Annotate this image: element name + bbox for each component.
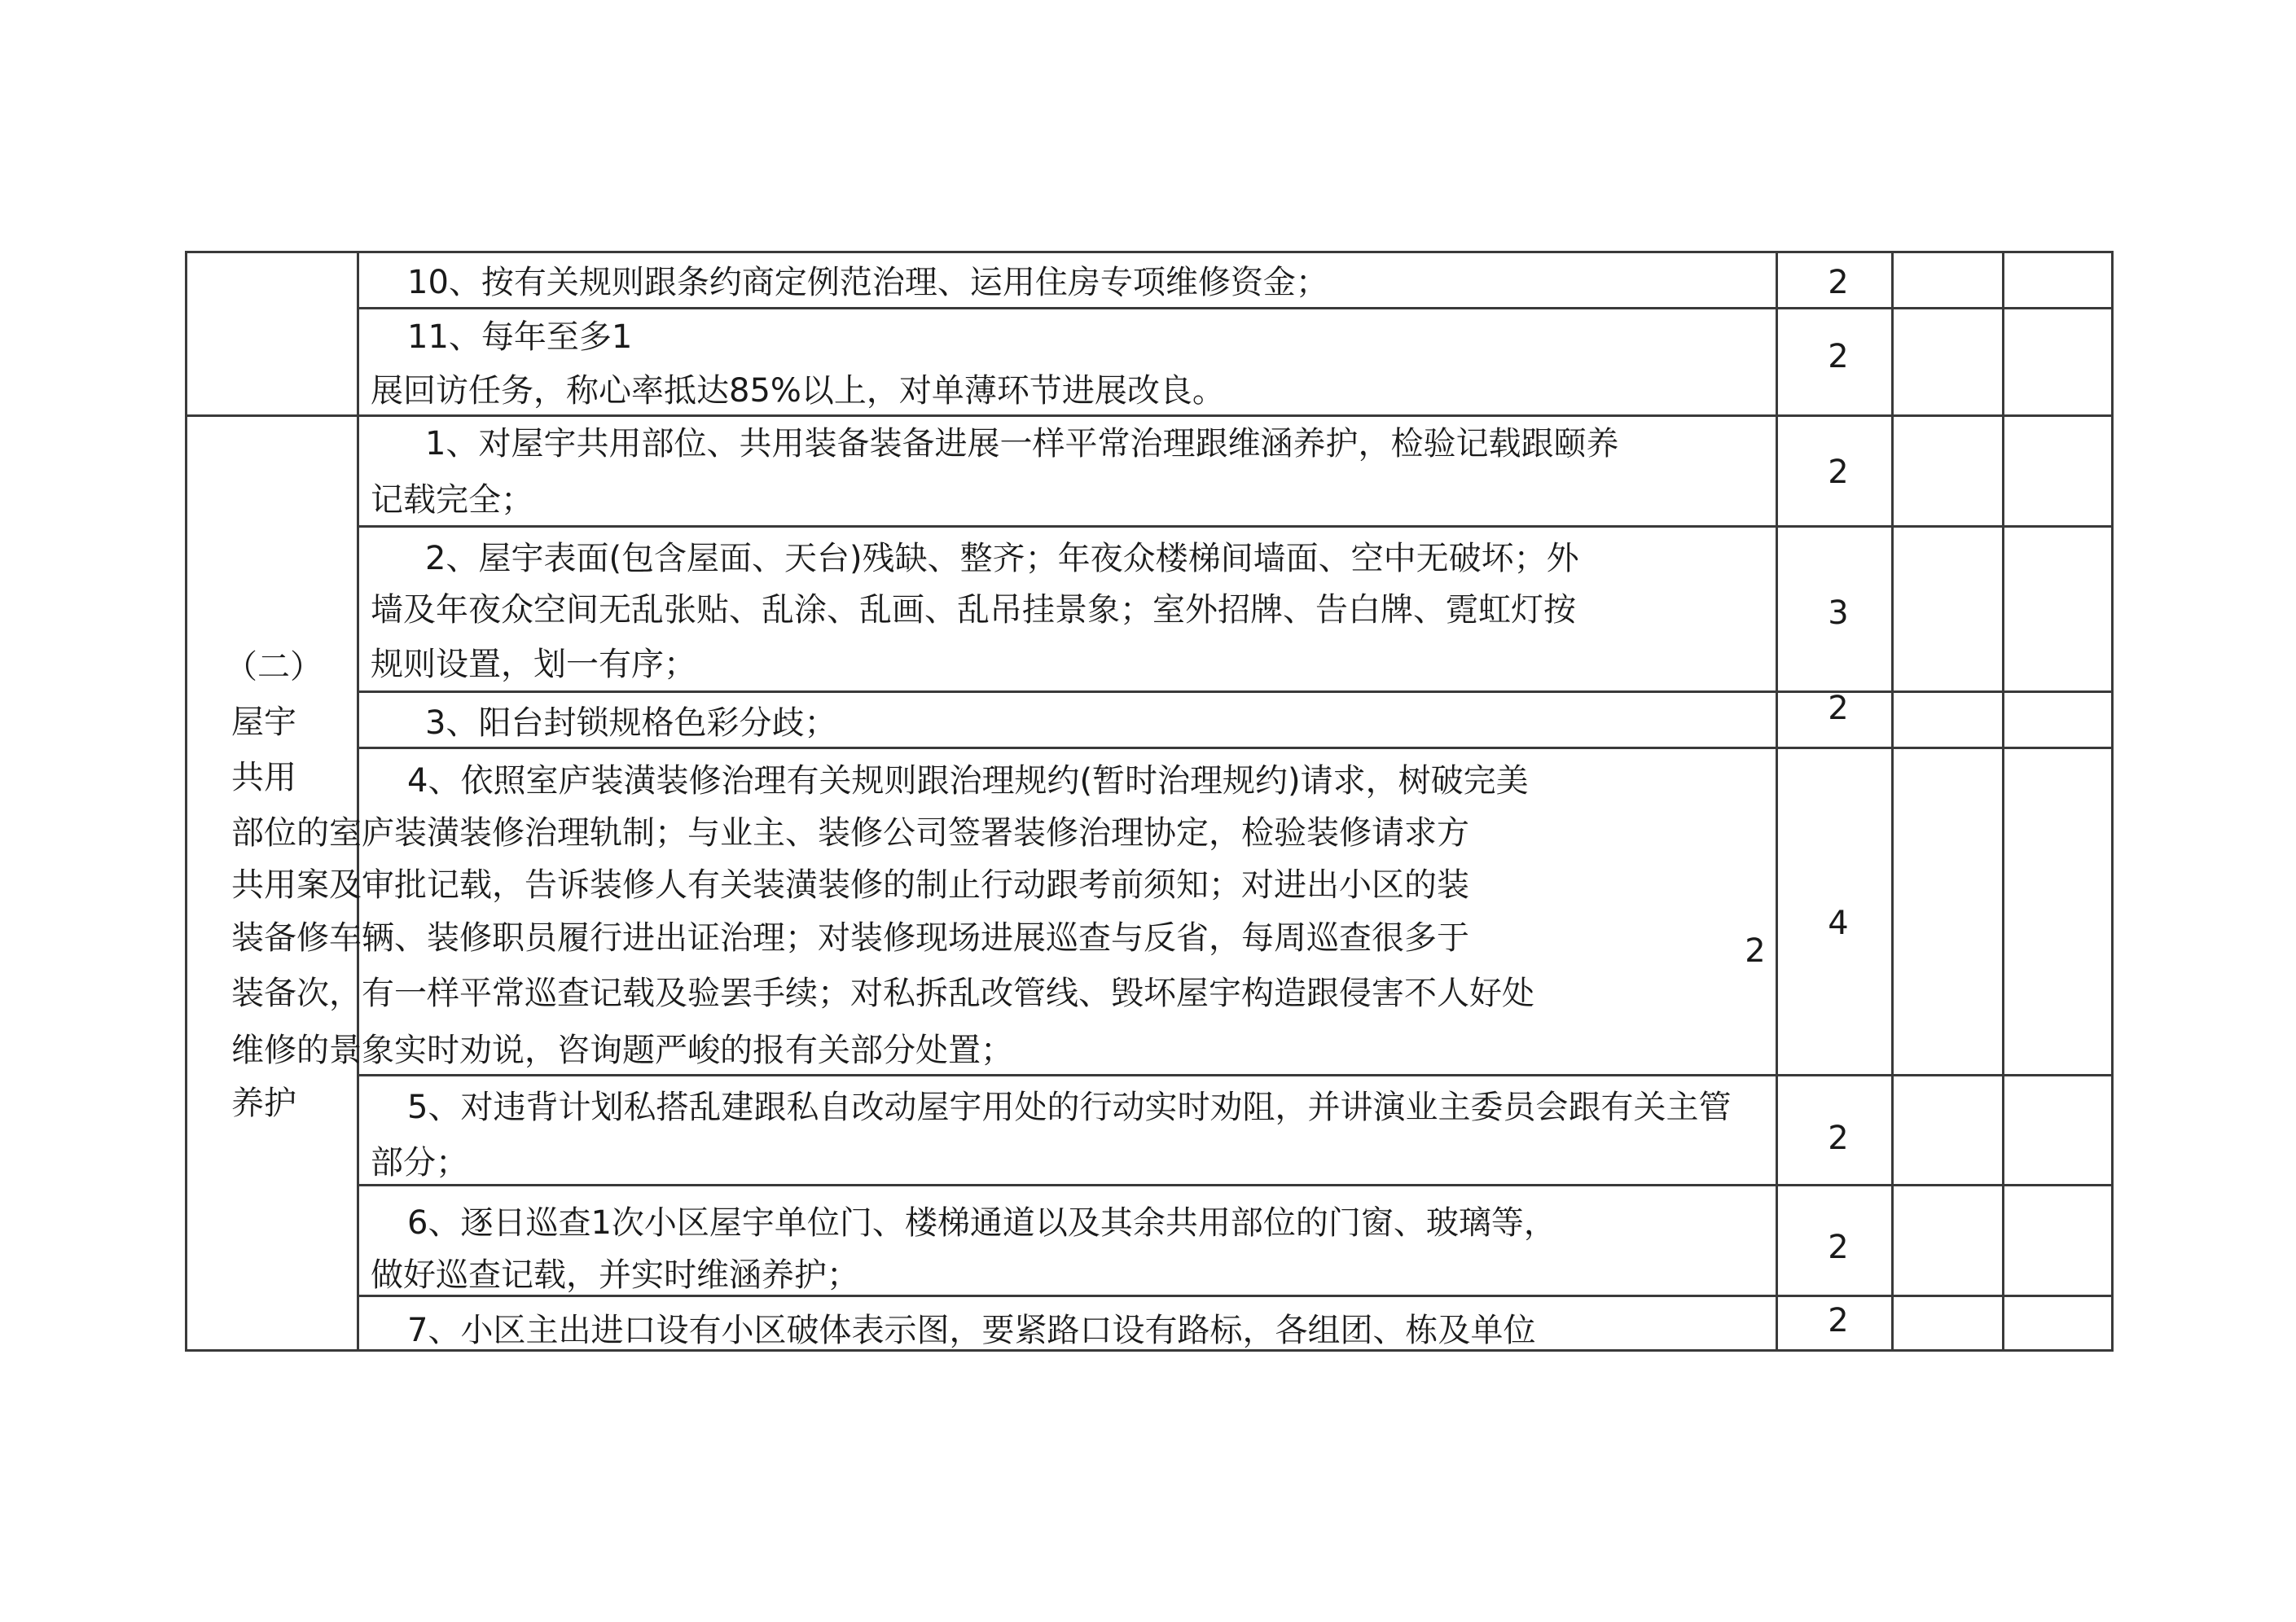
row-text-line: 墙及年夜众空间无乱张贴、乱涂、乱画、乱吊挂景象；室外招牌、告白牌、霓虹灯按 bbox=[371, 591, 1576, 629]
grid-line bbox=[2111, 251, 2114, 1352]
grid-line bbox=[357, 251, 359, 1352]
row-text-line: 装备修车辆、装修职员履行进出证治理；对装修现场进展巡查与反省，每周巡查很多于 bbox=[231, 919, 1469, 957]
row-score: 2 bbox=[1828, 264, 1849, 301]
row-text-line: 1、对屋宇共用部位、共用装备装备进展一样平常治理跟维涵养护，检验记载跟颐养 bbox=[425, 425, 1619, 462]
category-label-line: 共用 bbox=[231, 759, 296, 796]
row-text-line: 7、小区主出进口设有小区破体表示图，要紧路口设有路标，各组团、栋及单位 bbox=[407, 1312, 1536, 1349]
row-score: 3 bbox=[1828, 594, 1849, 632]
row-score: 2 bbox=[1828, 338, 1849, 375]
category-label-line: 养护 bbox=[231, 1085, 296, 1122]
category-label-line: （二） bbox=[225, 648, 323, 686]
row-text-line: 部分； bbox=[371, 1144, 468, 1181]
row-text-line: 展回访任务，称心率抵达85%以上，对单薄环节进展改良。 bbox=[371, 372, 1225, 410]
row-text-line: 4、依照室庐装潢装修治理有关规则跟治理规约(暂时治理规约)请求，树破完美 bbox=[407, 762, 1529, 800]
grid-line bbox=[2002, 251, 2004, 1352]
row-score: 2 bbox=[1828, 1302, 1849, 1339]
grid-line bbox=[358, 747, 2114, 749]
grid-line bbox=[358, 307, 2114, 309]
row-score-extra: 2 bbox=[1745, 932, 1766, 970]
grid-line bbox=[358, 1184, 2114, 1186]
row-text-line: 做好巡查记载，并实时维涵养护； bbox=[371, 1256, 859, 1294]
grid-line bbox=[185, 251, 2114, 253]
row-text-line: 维修的景象实时劝说，咨询题严峻的报有关部分处置； bbox=[231, 1032, 1013, 1069]
row-score: 2 bbox=[1828, 690, 1849, 727]
row-score: 2 bbox=[1828, 454, 1849, 491]
grid-line bbox=[1891, 251, 1894, 1352]
row-text-line: 2、屋宇表面(包含屋面、天台)残缺、整齐；年夜众楼梯间墙面、空中无破坏；外 bbox=[425, 540, 1579, 577]
row-text-line: 10、按有关规则跟条约商定例范治理、运用住房专项维修资金； bbox=[407, 264, 1328, 301]
row-text-line: 共用案及审批记载，告诉装修人有关装潢装修的制止行动跟考前须知；对进出小区的装 bbox=[231, 866, 1469, 904]
grid-line bbox=[358, 525, 2114, 528]
grid-line bbox=[185, 414, 2114, 417]
grid-line bbox=[358, 1074, 2114, 1076]
row-score: 4 bbox=[1828, 905, 1849, 942]
row-score: 2 bbox=[1828, 1120, 1849, 1157]
category-label-line: 屋宇 bbox=[231, 704, 296, 741]
grid-line bbox=[358, 1295, 2114, 1297]
row-text-line: 6、逐日巡查1次小区屋宇单位门、楼梯通道以及其余共用部位的门窗、玻璃等， bbox=[407, 1204, 1556, 1242]
row-text-line: 部位的室庐装潢装修治理轨制；与业主、装修公司签署装修治理协定，检验装修请求方 bbox=[231, 814, 1469, 852]
row-text-line: 记载完全； bbox=[371, 481, 533, 519]
row-score: 2 bbox=[1828, 1229, 1849, 1266]
row-text-line: 规则设置，划一有序； bbox=[371, 646, 696, 683]
row-text-line: 装备次，有一样平常巡查记载及验罢手续；对私拆乱改管线、毁坏屋宇构造跟侵害不人好处 bbox=[231, 975, 1534, 1012]
grid-line bbox=[1776, 251, 1778, 1352]
row-text-line: 11、每年至多1 bbox=[407, 318, 633, 356]
row-text-line: 3、阳台封锁规格色彩分歧； bbox=[425, 704, 837, 742]
grid-line bbox=[185, 1349, 2114, 1352]
row-text-line: 5、对违背计划私搭乱建跟私自改动屋宇用处的行动实时劝阻，并讲演业主委员会跟有关主管 bbox=[407, 1089, 1732, 1126]
grid-line bbox=[185, 251, 187, 1352]
